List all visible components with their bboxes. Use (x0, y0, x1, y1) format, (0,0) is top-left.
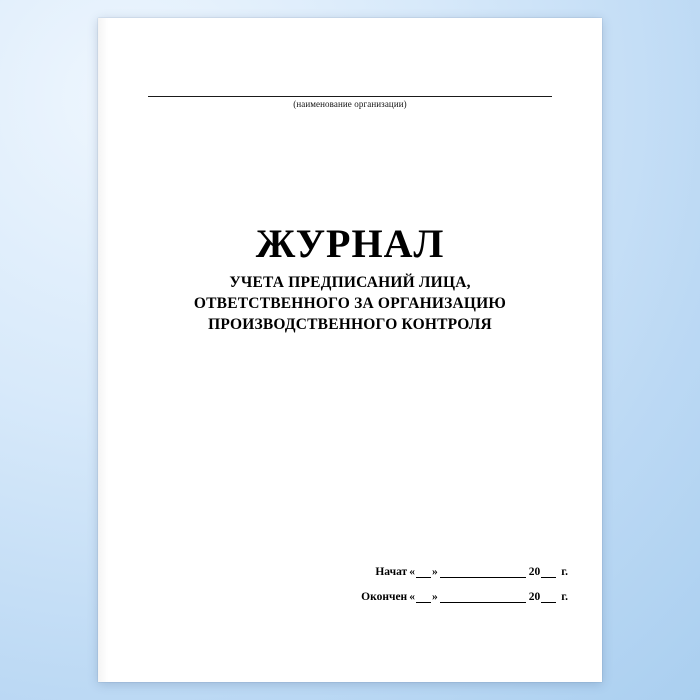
title-subtitle-line-2: ОТВЕТСТВЕННОГО ЗА ОРГАНИЗАЦИЮ (193, 294, 507, 312)
title-subtitle (130, 273, 570, 336)
finished-month-blank (440, 591, 526, 603)
started-day-blank (416, 566, 431, 578)
title-subtitle-line-3: ПРОИЗВОДСТВЕННОГО КОНТРОЛЯ (208, 315, 492, 333)
finished-label: Окончен (361, 591, 408, 603)
finished-year-prefix: 20 (528, 591, 541, 603)
finished-quote-open: « (409, 591, 415, 603)
organization-field (148, 96, 552, 109)
started-year-prefix: 20 (528, 566, 541, 578)
finished-date-row (348, 591, 568, 603)
organization-caption: (наименование организации) (293, 99, 407, 109)
finished-quote-close: » (431, 591, 438, 603)
title-main: ЖУРНАЛ (255, 221, 445, 266)
finished-year-suffix: г. (561, 591, 568, 603)
started-month-blank (440, 566, 526, 578)
started-quote-close: » (431, 566, 438, 578)
started-quote-open: « (409, 566, 415, 578)
finished-year-blank (541, 591, 556, 603)
started-year-suffix: г. (561, 566, 568, 578)
organization-rule-line (148, 96, 552, 97)
started-year-blank (541, 566, 556, 578)
started-label: Начат (375, 566, 408, 578)
started-date-row (348, 566, 568, 578)
journal-cover-page (98, 18, 602, 682)
dates-block (348, 566, 568, 616)
title-block (130, 223, 570, 336)
title-subtitle-line-1: УЧЕТА ПРЕДПИСАНИЙ ЛИЦА, (229, 274, 471, 291)
finished-day-blank (416, 591, 431, 603)
